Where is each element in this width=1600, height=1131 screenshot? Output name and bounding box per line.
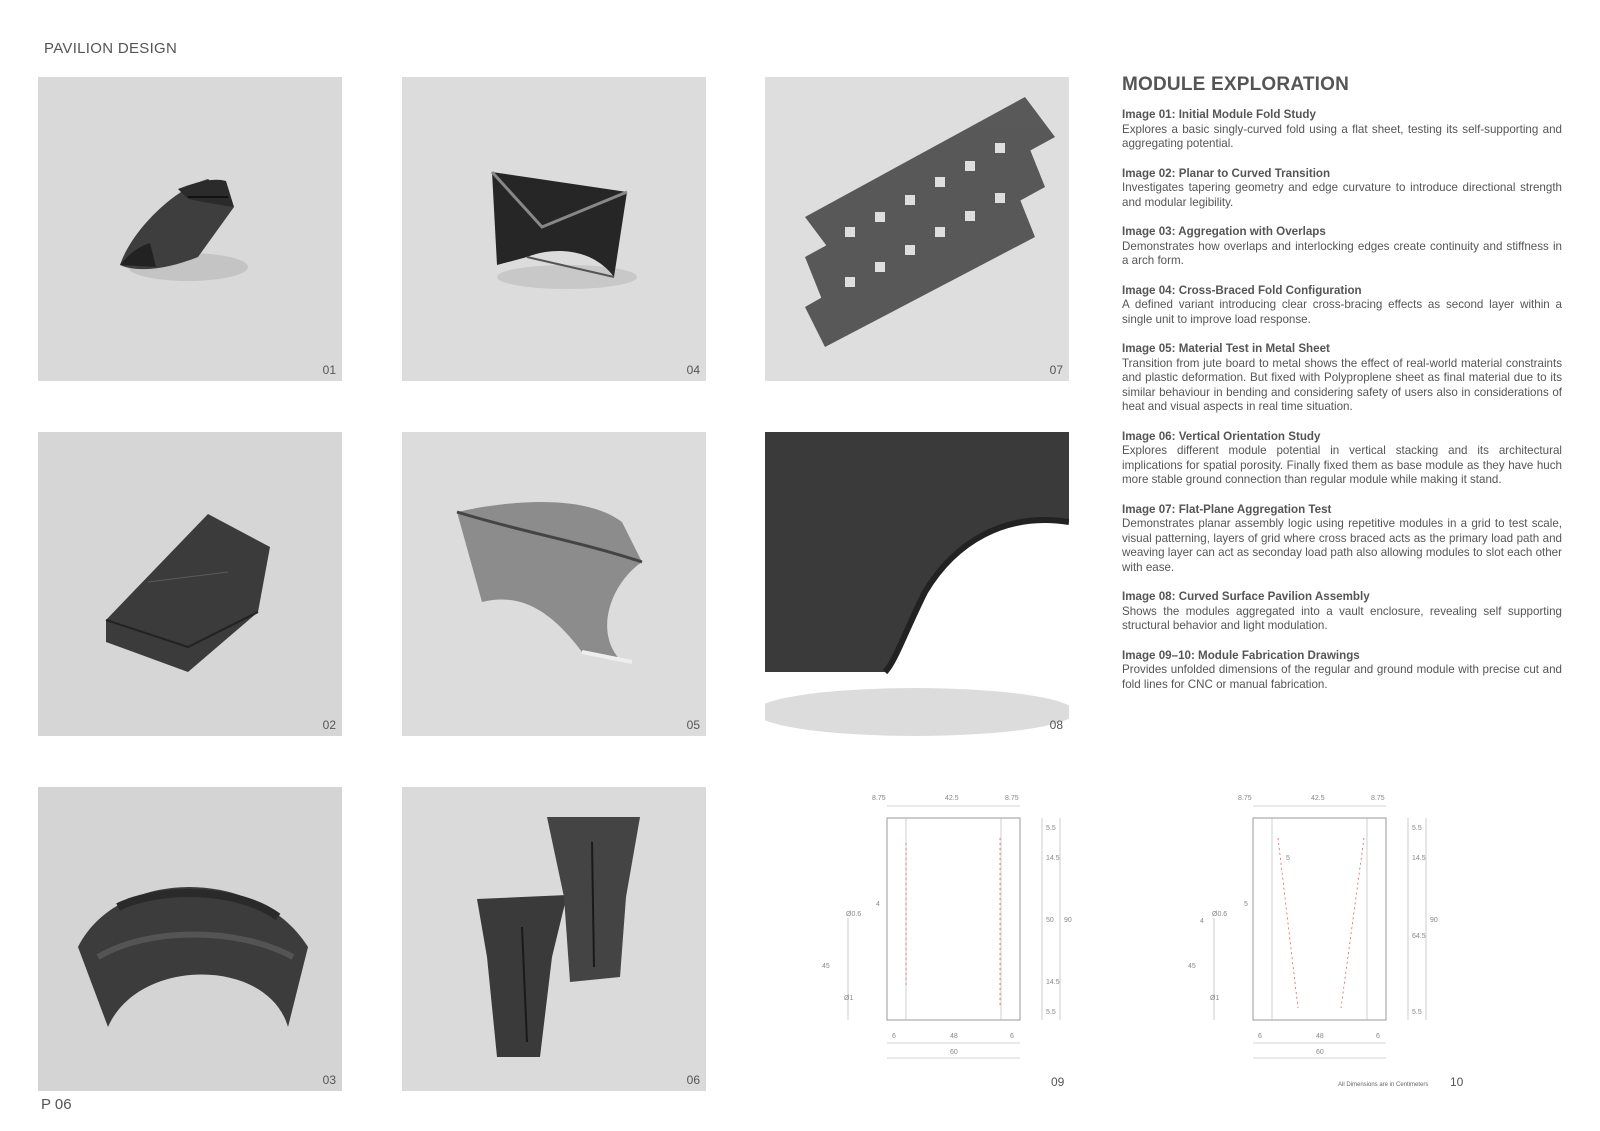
planar-module-image (38, 432, 342, 736)
entry-image-01 (1122, 108, 1562, 152)
entry-image-07 (1122, 503, 1562, 576)
dim-label: 4 (876, 901, 880, 908)
entry-image-08 (1122, 590, 1562, 634)
image-number: 03 (322, 1073, 336, 1087)
vault-pavilion-image (765, 432, 1069, 736)
dim-label: 64.5 (1412, 933, 1426, 940)
arch-aggregation-image (38, 787, 342, 1091)
regular-module-drawing (820, 788, 1080, 1068)
dim-label: 48 (1316, 1033, 1324, 1040)
dim-label: 90 (1430, 917, 1438, 924)
photo-05-metal-sheet (402, 432, 706, 736)
dim-label: 14.5 (1412, 855, 1426, 862)
entry-heading: Image 07: Flat-Plane Aggregation Test (1122, 502, 1332, 516)
entry-body: Provides unfolded dimensions of the regular and ground module with precise cut and fold lines for CNC or manual fabrication. (1122, 663, 1562, 691)
page-header: PAVILION DESIGN (44, 40, 178, 57)
metal-module-image (402, 432, 706, 736)
image-number: 07 (1049, 363, 1063, 377)
entry-heading: Image 08: Curved Surface Pavilion Assembly (1122, 590, 1370, 603)
dim-label: 50 (1046, 917, 1054, 924)
photo-08-pavilion-assembly (765, 432, 1069, 736)
dim-label: 5.5 (1046, 825, 1056, 832)
photo-07-flat-plane-aggregation (765, 77, 1069, 381)
image-number: 08 (1049, 718, 1063, 732)
entry-heading: Image 06: Vertical Orientation Study (1122, 429, 1321, 443)
entry-heading: Image 03: Aggregation with Overlaps (1122, 225, 1326, 238)
dim-label: 48 (950, 1033, 958, 1040)
entry-body: Shows the modules aggregated into a vault enclosure, revealing self supporting structural behavior and light modulation. (1122, 604, 1562, 632)
dim-label: 60 (950, 1049, 958, 1056)
page-number: P 06 (41, 1096, 72, 1113)
dimension-note: All Dimensions are in Centimeters (1338, 1082, 1429, 1088)
dim-label: 14.5 (1046, 855, 1060, 862)
entry-heading: Image 01: Initial Module Fold Study (1122, 108, 1316, 121)
entry-heading: Image 02: Planar to Curved Transition (1122, 166, 1331, 180)
dim-label: Ø1 (1210, 995, 1220, 1002)
image-number: 02 (322, 718, 336, 732)
dim-label: 6 (1376, 1033, 1380, 1040)
dim-label: 6 (892, 1033, 896, 1040)
dim-label: 60 (1316, 1049, 1324, 1056)
dim-label: 6 (1258, 1033, 1262, 1040)
dim-label: 90 (1064, 917, 1072, 924)
drawing-09-regular-module (820, 788, 1080, 1068)
entry-image-05 (1122, 342, 1562, 415)
image-number: 04 (686, 363, 700, 377)
image-number: 06 (686, 1073, 700, 1087)
folded-module-image (38, 77, 342, 381)
dim-label: 14.5 (1046, 979, 1060, 986)
entry-image-04 (1122, 284, 1562, 328)
grid-aggregation-image (765, 77, 1069, 381)
dim-label: 8.75 (1371, 795, 1385, 802)
section-title: MODULE EXPLORATION (1122, 74, 1350, 95)
dim-label: Ø1 (844, 995, 854, 1002)
dim-label: 42.5 (945, 795, 959, 802)
module-exploration-text (1122, 74, 1562, 707)
dim-label: 5 (1286, 855, 1290, 862)
image-number: 09 (1051, 1075, 1065, 1089)
dim-label: 5.5 (1412, 825, 1422, 832)
entry-body: A defined variant introducing clear cross-bracing effects as second layer within a single unit to improve load response. (1122, 298, 1562, 326)
photo-06-vertical-orientation (402, 787, 706, 1091)
dim-label: 8.75 (1238, 795, 1252, 802)
dim-label: 42.5 (1311, 795, 1325, 802)
photo-01-fold-study (38, 77, 342, 381)
dim-label: 5 (1244, 901, 1248, 908)
entry-body: Demonstrates planar assembly logic using repetitive modules in a grid to test scale, visual patterning, layers of grid where cross braced acts as the primary load path and weaving layer can act as seconday load path also allowing modules to slot each other with ease. (1122, 517, 1562, 574)
entry-body: Transition from jute board to metal shows the effect of real-world material constraints and plastic deformation. But fixed with Polyproplene sheet as final material due to its similar behaviour in bending and considering safety of users also in considerations of heat and visual aspects in real time situation. (1122, 356, 1562, 413)
entry-heading: Image 04: Cross-Braced Fold Configuration (1122, 283, 1362, 297)
entry-body: Demonstrates how overlaps and interlocking edges create continuity and stiffness in a arch form. (1122, 239, 1562, 267)
entry-heading: Image 05: Material Test in Metal Sheet (1122, 342, 1330, 355)
dim-label: 8.75 (1005, 795, 1019, 802)
entry-image-02 (1122, 167, 1562, 211)
image-number: 01 (322, 363, 336, 377)
entry-body: Explores different module potential in vertical stacking and its architectural implications for spatial porosity. Finally fixed them as base module as they have huch more stable ground connection than regular module while making it stand. (1122, 444, 1562, 486)
photo-02-planar-transition (38, 432, 342, 736)
image-number: 10 (1450, 1075, 1464, 1089)
dim-label: 5.5 (1046, 1009, 1056, 1016)
dim-label: 5.5 (1412, 1009, 1422, 1016)
ground-module-drawing (1186, 788, 1446, 1068)
entry-heading: Image 09–10: Module Fabrication Drawings (1122, 648, 1360, 662)
dim-label: 45 (1188, 963, 1196, 970)
dim-label: Ø0.6 (846, 911, 862, 918)
dim-label: 8.75 (872, 795, 886, 802)
cross-braced-module-image (402, 77, 706, 381)
vertical-module-image (402, 787, 706, 1091)
dim-label: 4 (1200, 918, 1204, 925)
dim-label: 6 (1010, 1033, 1014, 1040)
entry-image-09-10 (1122, 649, 1562, 693)
entry-body: Investigates tapering geometry and edge curvature to introduce directional strength and modular legibility. (1122, 181, 1562, 209)
photo-04-cross-braced (402, 77, 706, 381)
dim-label: 45 (822, 963, 830, 970)
dim-label: Ø0.6 (1212, 911, 1228, 918)
entry-body: Explores a basic singly-curved fold using a flat sheet, testing its self-supporting and aggregating potential. (1122, 122, 1562, 150)
image-number: 05 (686, 718, 700, 732)
entry-image-06 (1122, 430, 1562, 488)
entry-image-03 (1122, 225, 1562, 269)
photo-03-aggregation-overlaps (38, 787, 342, 1091)
drawing-10-ground-module (1186, 788, 1446, 1068)
